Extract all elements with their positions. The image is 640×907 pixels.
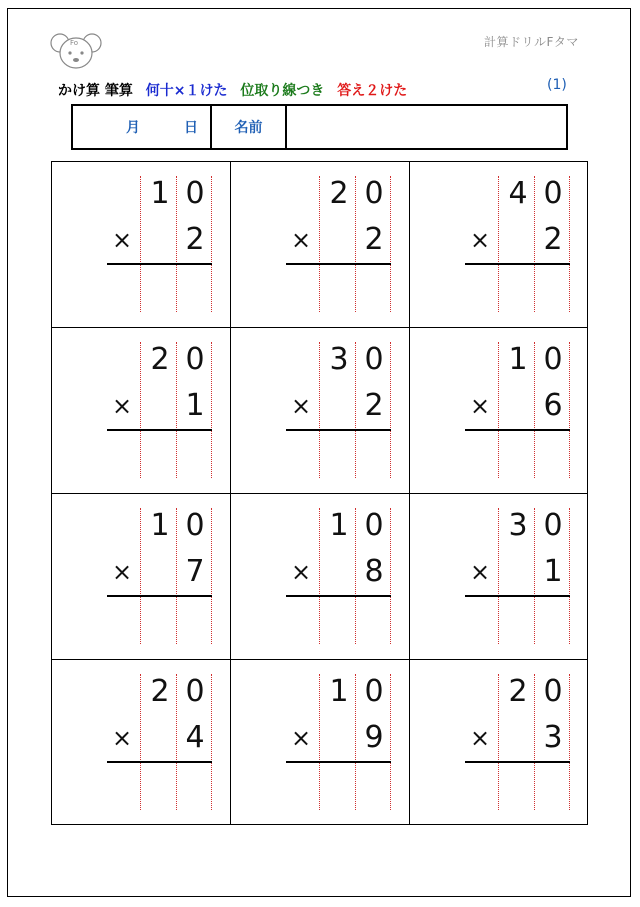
multiplicand-ones-digit: 0 — [543, 176, 563, 211]
multiplicand-tens-digit: 2 — [150, 674, 170, 709]
times-sign: × — [112, 724, 133, 752]
multiplicand-ones-digit: 0 — [543, 508, 563, 543]
multiplicand-tens-digit: 1 — [508, 342, 528, 377]
multiplicand-ones-digit: 0 — [185, 176, 205, 211]
answer-line — [465, 761, 570, 763]
multiplicand-ones-digit: 0 — [185, 508, 205, 543]
multiplicand-ones-digit: 0 — [543, 342, 563, 377]
title-part: 何十×１けた — [145, 83, 228, 99]
answer-line — [286, 595, 391, 597]
sheet-number: (1) — [547, 77, 567, 93]
place-value-guide-line — [498, 508, 499, 644]
times-sign: × — [291, 392, 312, 420]
problem-cell — [231, 328, 410, 494]
problem-grid — [51, 161, 588, 825]
problem-cell — [231, 660, 410, 824]
answer-line — [286, 263, 391, 265]
problem-cell — [52, 328, 231, 494]
answer-line — [107, 595, 212, 597]
multiplier-digit: 1 — [543, 554, 563, 589]
times-sign: × — [112, 558, 133, 586]
name-date-table — [71, 104, 568, 150]
problem-cell — [410, 494, 587, 660]
multiplier-digit: 7 — [185, 554, 205, 589]
place-value-guide-line — [319, 342, 320, 478]
answer-line — [107, 761, 212, 763]
title-part: かけ算 筆算 — [58, 83, 133, 99]
problem-cell — [410, 328, 587, 494]
multiplier-digit: 1 — [185, 388, 205, 423]
times-sign: × — [112, 392, 133, 420]
answer-line — [107, 429, 212, 431]
place-value-guide-line — [140, 508, 141, 644]
month-label: 月 — [126, 120, 140, 136]
brand-label: 計算ドリルFタマ — [484, 35, 579, 49]
problem-cell — [410, 660, 587, 824]
multiplier-digit: 2 — [543, 222, 563, 257]
date-field[interactable] — [73, 106, 212, 148]
multiplicand-ones-digit: 0 — [185, 674, 205, 709]
problem-cell — [52, 660, 231, 824]
problem-cell — [52, 162, 231, 328]
answer-line — [465, 429, 570, 431]
multiplicand-ones-digit: 0 — [543, 674, 563, 709]
times-sign: × — [291, 558, 312, 586]
day-label: 日 — [184, 120, 198, 136]
times-sign: × — [112, 226, 133, 254]
multiplier-digit: 2 — [364, 222, 384, 257]
multiplicand-tens-digit: 1 — [150, 508, 170, 543]
times-sign: × — [291, 226, 312, 254]
logo-text: Fo — [70, 39, 79, 47]
place-value-guide-line — [140, 176, 141, 312]
multiplicand-ones-digit: 0 — [185, 342, 205, 377]
answer-line — [286, 429, 391, 431]
multiplier-digit: 4 — [185, 720, 205, 755]
place-value-guide-line — [140, 674, 141, 810]
multiplicand-tens-digit: 1 — [150, 176, 170, 211]
times-sign: × — [291, 724, 312, 752]
place-value-guide-line — [140, 342, 141, 478]
worksheet-title — [58, 80, 415, 100]
title-part: 位取り線つき — [240, 83, 325, 99]
multiplicand-tens-digit: 3 — [508, 508, 528, 543]
name-label: 名前 — [212, 106, 287, 148]
times-sign: × — [470, 226, 491, 254]
times-sign: × — [470, 392, 491, 420]
multiplicand-tens-digit: 4 — [508, 176, 528, 211]
multiplicand-ones-digit: 0 — [364, 508, 384, 543]
times-sign: × — [470, 558, 491, 586]
mouse-logo-icon — [50, 31, 102, 71]
times-sign: × — [470, 724, 491, 752]
name-field[interactable] — [287, 106, 566, 148]
multiplicand-tens-digit: 1 — [329, 674, 349, 709]
answer-line — [107, 263, 212, 265]
problem-cell — [410, 162, 587, 328]
multiplicand-ones-digit: 0 — [364, 674, 384, 709]
multiplicand-tens-digit: 2 — [508, 674, 528, 709]
multiplier-digit: 9 — [364, 720, 384, 755]
multiplier-digit: 6 — [543, 388, 563, 423]
multiplicand-tens-digit: 2 — [150, 342, 170, 377]
multiplier-digit: 3 — [543, 720, 563, 755]
answer-line — [286, 761, 391, 763]
answer-line — [465, 595, 570, 597]
multiplier-digit: 8 — [364, 554, 384, 589]
multiplier-digit: 2 — [364, 388, 384, 423]
problem-cell — [231, 162, 410, 328]
place-value-guide-line — [498, 674, 499, 810]
multiplicand-tens-digit: 2 — [329, 176, 349, 211]
place-value-guide-line — [319, 508, 320, 644]
problem-cell — [231, 494, 410, 660]
multiplicand-tens-digit: 1 — [329, 508, 349, 543]
title-part: 答え２けた — [337, 83, 408, 99]
multiplicand-ones-digit: 0 — [364, 342, 384, 377]
place-value-guide-line — [498, 342, 499, 478]
multiplicand-ones-digit: 0 — [364, 176, 384, 211]
problem-cell — [52, 494, 231, 660]
place-value-guide-line — [319, 176, 320, 312]
multiplier-digit: 2 — [185, 222, 205, 257]
place-value-guide-line — [498, 176, 499, 312]
answer-line — [465, 263, 570, 265]
place-value-guide-line — [319, 674, 320, 810]
multiplicand-tens-digit: 3 — [329, 342, 349, 377]
